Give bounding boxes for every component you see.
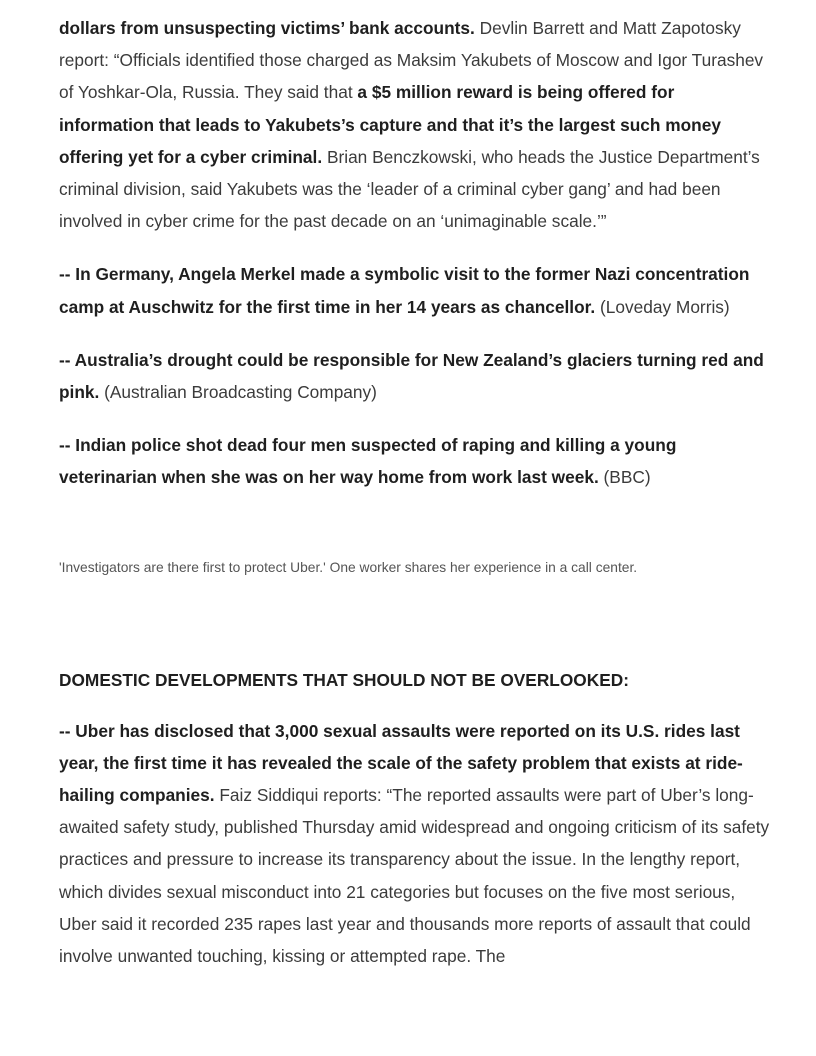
uber-paragraph (59, 715, 771, 973)
section-heading: DOMESTIC DEVELOPMENTS THAT SHOULD NOT BE OVERLOOKED: (59, 669, 629, 690)
paragraph-emphasis: -- In Germany, Angela Merkel made a symbolic visit to the former Nazi concentration camp at Auschwitz for the first time in her 14 years as chancellor. (59, 264, 750, 317)
paragraph-text: Brian Benczkowski, who heads the Justice Department’s criminal division, said Yakubets was the ‘leader of a criminal cyber gang’ and had been involved in cyber crime for the past decade on an ‘unimaginable scale.’” (59, 146, 760, 232)
paragraph-emphasis: -- Uber has disclosed that 3,000 sexual assaults were reported on its U.S. rides last year, the first time it has revealed the scale of the safety problem that exists at ride-hailing companies. (59, 720, 743, 806)
paragraph-emphasis: a $5 million reward is being offered for information that leads to Yakubets’s capture and that it’s the largest such money offering yet for a cyber criminal. (59, 82, 721, 167)
cybercrime-paragraph (59, 12, 771, 237)
paragraph-text: Devlin Barrett and Matt Zapotosky report: “Officials identified those charged as Maksim Yakubets of Moscow and Igor Turashev of Yoshkar-Ola, Russia. They said that (59, 18, 764, 103)
paragraph-text: Faiz Siddiqui reports: “The reported assaults were part of Uber’s long-awaited safety study, published Thursday amid widespread and ongoing criticism of its safety practices and pressure to increase its transparency about the issue. In the lengthy report, which divides sexual misconduct into 21 categories but focuses on the five most serious, Uber said it recorded 235 rapes last year and thousands more reports of assault that could involve unwanted touching, kissing or attempted rape. The (59, 785, 770, 967)
video-caption: 'Investigators are there first to protect Uber.' One worker shares her experience in a call center. (59, 559, 638, 575)
paragraph-source: (Loveday Morris) (595, 296, 730, 317)
paragraph-source: (BBC) (598, 467, 651, 488)
paragraph-emphasis: -- Indian police shot dead four men suspected of raping and killing a young veterinarian when she was on her way home from work last week. (59, 435, 677, 488)
india-paragraph (59, 429, 771, 493)
article-body (59, 12, 771, 972)
paragraph-source: (Australian Broadcasting Company) (99, 382, 377, 403)
paragraph-emphasis: -- Australia’s drought could be responsible for New Zealand’s glaciers turning red and pink. (59, 349, 764, 403)
glaciers-paragraph (59, 344, 771, 408)
merkel-paragraph (59, 258, 771, 322)
paragraph-emphasis: dollars from unsuspecting victims’ bank accounts. (59, 18, 475, 38)
